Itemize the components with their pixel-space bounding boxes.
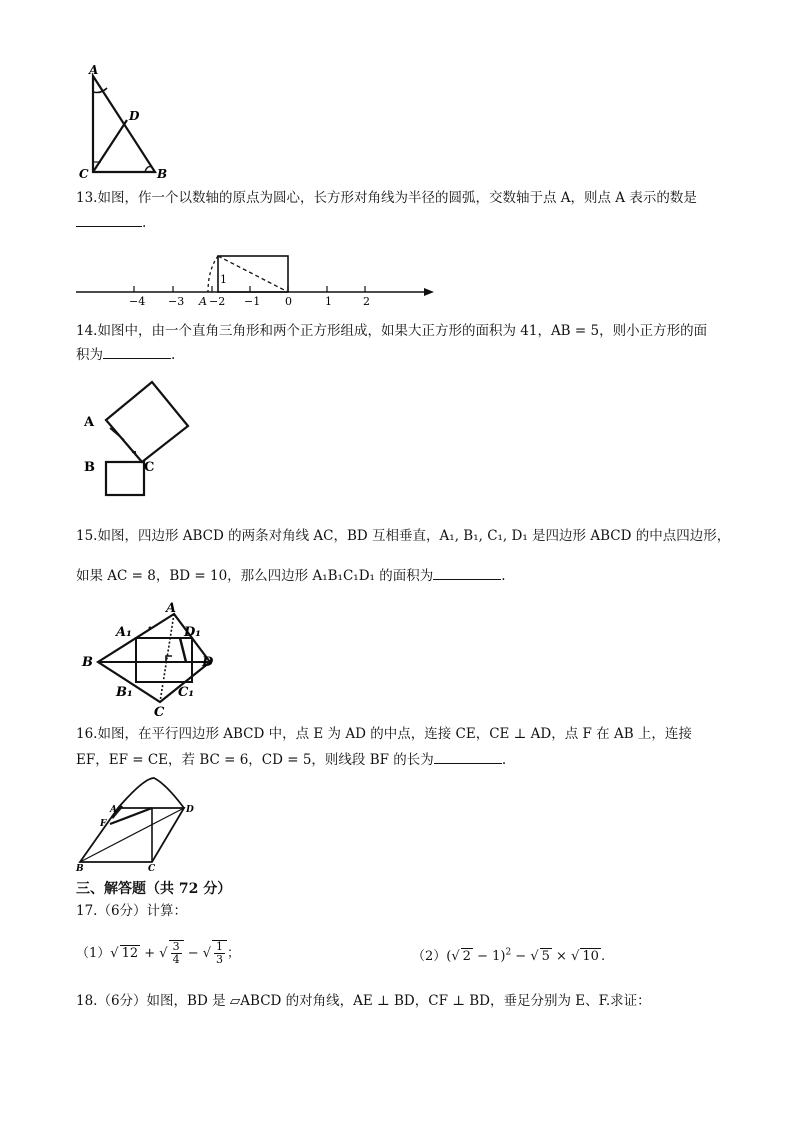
q13-text xyxy=(76,187,697,209)
q17-part1: （1）√ 12 + √ $\frac{3}{4}$ − √ $\frac{1}{3}$ ； xyxy=(76,940,241,966)
fig13-rect-label: 1 xyxy=(220,273,227,286)
fig13-tick-1: 1 xyxy=(325,295,332,308)
q16-text-line1 xyxy=(76,723,692,745)
fig15-label-a: A xyxy=(166,601,177,616)
q14-text-line1 xyxy=(76,320,707,342)
fig13-tick-m1: −1 xyxy=(244,295,261,308)
q17-p2-exp: 2 xyxy=(505,947,512,958)
q15-text-line1 xyxy=(76,525,730,547)
q14-statement-1: 14.如图中，由一个直角三角形和两个正方形组成，如果大正方形的面积为 41，AB = 5，则小正方形的面 xyxy=(76,323,708,339)
fig16-label-a: A xyxy=(110,805,117,815)
q16-figure xyxy=(74,774,204,874)
q15-statement-1: 15.如图，四边形 ABCD 的两条对角线 AC，BD 互相垂直，A₁, B₁, C₁, D₁ 是四边形 ABCD 的中点四边形， xyxy=(76,528,731,544)
q16-period: . xyxy=(501,752,507,768)
fig16-label-d: D xyxy=(186,805,194,815)
fig13-tick-m3: −3 xyxy=(168,295,185,308)
q17-p1-f2-den: 3 xyxy=(216,953,224,966)
q17-p2-label: （2） xyxy=(412,949,447,964)
q15-figure xyxy=(80,598,220,720)
q17-part2: （2）(√ 2 − 1)$^2$ − √ 5 × √ 10 . xyxy=(412,947,606,964)
q16-statement-2: EF，EF = CE，若 BC = 6，CD = 5，则线段 BF 的长为 xyxy=(76,752,434,768)
q17-p2-c: − xyxy=(511,949,531,964)
q17-p1-label: （1） xyxy=(76,946,111,961)
fig15-label-b1: B₁ xyxy=(116,685,133,700)
fig14-label-c: C xyxy=(144,460,155,475)
q17-p2-end: . xyxy=(600,949,606,964)
q14-answer-blank[interactable] xyxy=(103,344,171,359)
q17-p2-sqrt10: 10 xyxy=(582,949,599,964)
q15-period: . xyxy=(501,568,506,584)
q15-answer-blank[interactable] xyxy=(433,565,501,580)
fig15-label-c: C xyxy=(154,705,165,720)
q17-p1-sqrt12: 12 xyxy=(121,946,139,961)
q12-figure xyxy=(75,62,175,184)
fig14-label-b: B xyxy=(84,460,95,475)
q17-p1-f2-num: 1 xyxy=(216,940,224,953)
fig12-label-a: A xyxy=(89,63,99,77)
q17-p2-b: − 1) xyxy=(472,949,506,964)
fig16-label-f: F xyxy=(100,819,107,829)
fig14-label-a: A xyxy=(84,415,95,430)
fig15-label-c1: C₁ xyxy=(178,685,195,700)
fig13-tick-2: 2 xyxy=(363,295,370,308)
fig15-label-a1: A₁ xyxy=(116,625,132,640)
q13-answer-blank[interactable] xyxy=(76,212,142,227)
q13-statement: 13.如图，作一个以数轴的原点为圆心，长方形对角线为半径的圆弧，交数轴于点 A，则点 A 表示的数是 xyxy=(76,190,697,206)
q13-answer-line xyxy=(76,212,146,234)
q17-title: 17.（6分）计算： xyxy=(76,903,188,919)
fig13-tick-0: 0 xyxy=(285,295,292,308)
fig16-label-c: C xyxy=(148,864,156,874)
fig12-label-d: D xyxy=(129,109,140,123)
section3-title: 三、解答题（共 72 分） xyxy=(76,881,232,897)
q16-statement-1: 16.如图，在平行四边形 ABCD 中，点 E 为 AD 的中点，连接 CE，CE ⊥ AD，点 F 在 AB 上，连接 xyxy=(76,726,692,742)
q13-period: . xyxy=(142,215,147,231)
q17-p1-f1-den: 4 xyxy=(172,953,180,966)
q17-p2-a: ( xyxy=(446,949,452,964)
q14-text-line2 xyxy=(76,344,175,366)
q14-statement-2: 积为 xyxy=(76,347,103,363)
q15-statement-2: 如果 AC = 8，BD = 10，那么四边形 A₁B₁C₁D₁ 的面积为 xyxy=(76,568,434,584)
q14-period: . xyxy=(171,347,176,363)
q16-answer-blank[interactable] xyxy=(434,749,502,764)
fig15-label-d1: D₁ xyxy=(184,625,201,640)
fig16-label-b: B xyxy=(76,864,84,874)
q17-p2-sqrt2: 2 xyxy=(462,949,471,964)
fig12-label-c: C xyxy=(79,167,89,181)
fig13-tick-m2: −2 xyxy=(209,295,226,308)
fig15-label-d: D xyxy=(202,655,214,670)
q17-p1-end: ； xyxy=(227,946,241,961)
q14-figure xyxy=(80,378,200,500)
q17-p1-f1-num: 3 xyxy=(172,940,180,953)
fig12-label-b: B xyxy=(157,167,168,181)
q17-p2-sqrt5: 5 xyxy=(541,949,550,964)
q17-p2-times: × xyxy=(551,949,572,964)
q18-text: 18.（6分）如图，BD 是 ▱ABCD 的对角线，AE ⊥ BD，CF ⊥ BD，垂足分别为 E、F.求证： xyxy=(76,993,651,1009)
fig15-label-b: B xyxy=(82,655,93,670)
fig13-tick-a: A xyxy=(199,295,207,308)
q15-text-line2 xyxy=(76,565,506,587)
q16-text-line2 xyxy=(76,749,506,771)
q13-number-line xyxy=(76,250,436,310)
fig13-tick-m4: −4 xyxy=(129,295,146,308)
